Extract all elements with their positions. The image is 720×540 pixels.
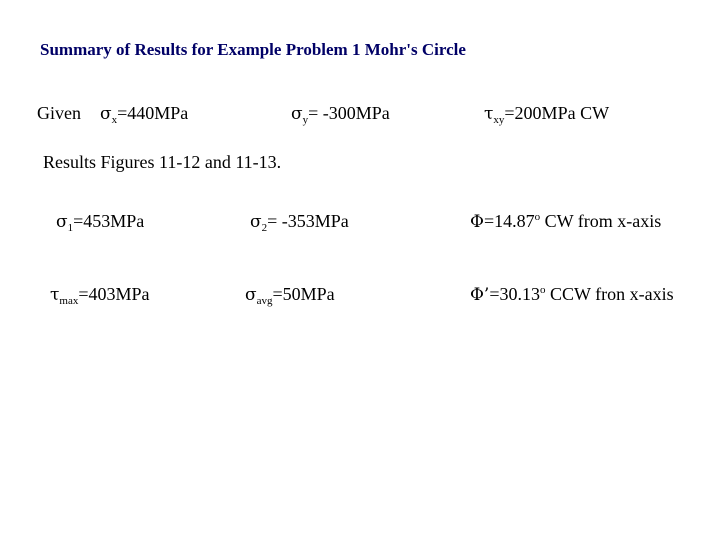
tau-xy-symbol: τ <box>484 104 494 124</box>
sigma-y-subscript: y <box>302 114 309 126</box>
result-sigma-avg <box>245 285 335 307</box>
sigma-x-value: =440MPa <box>117 103 189 123</box>
given-tau-xy <box>484 104 609 126</box>
sigma-2-subscript: 2 <box>261 222 268 234</box>
sigma-x-symbol: σ <box>100 104 112 124</box>
sigma-avg-value: =50MPa <box>272 284 335 304</box>
phi-tail: CW from x-axis <box>540 211 662 231</box>
sigma-1-value: =453MPa <box>73 211 145 231</box>
phi-prime-degree: o <box>540 284 546 296</box>
phi-prime-tail: CCW fron x-axis <box>545 284 674 304</box>
result-sigma-2 <box>250 212 349 234</box>
slide-title: Summary of Results for Example Problem 1 Mohr's Circle <box>40 40 466 59</box>
sigma-avg-subscript: avg <box>256 295 273 307</box>
result-sigma-1 <box>56 212 144 234</box>
phi-prime-symbol: Φ’ <box>470 285 490 305</box>
sigma-y-value: = -300MPa <box>308 103 390 123</box>
sigma-2-symbol: σ <box>250 212 262 232</box>
tau-xy-value: =200MPa CW <box>504 103 610 123</box>
tau-max-symbol: τ <box>50 285 60 305</box>
phi-symbol: Φ <box>470 212 484 232</box>
phi-value: =14.87 <box>483 211 535 231</box>
tau-max-value: =403MPa <box>78 284 150 304</box>
tau-max-subscript: max <box>59 295 79 307</box>
given-sigma-y <box>291 104 390 126</box>
sigma-1-symbol: σ <box>56 212 68 232</box>
sigma-1-subscript: 1 <box>67 222 74 234</box>
result-phi <box>470 212 661 231</box>
results-heading: Results Figures 11-12 and 11-13. <box>43 152 282 172</box>
sigma-2-value: = -353MPa <box>267 211 349 231</box>
sigma-y-symbol: σ <box>291 104 303 124</box>
result-tau-max <box>50 285 150 307</box>
sigma-x-subscript: x <box>111 114 118 126</box>
given-sigma-x <box>100 104 188 126</box>
tau-xy-subscript: xy <box>493 114 505 126</box>
given-label: Given <box>37 103 81 123</box>
sigma-avg-symbol: σ <box>245 285 257 305</box>
phi-prime-value: =30.13 <box>489 284 540 304</box>
result-phi-prime <box>470 285 674 304</box>
phi-degree: o <box>534 211 541 223</box>
